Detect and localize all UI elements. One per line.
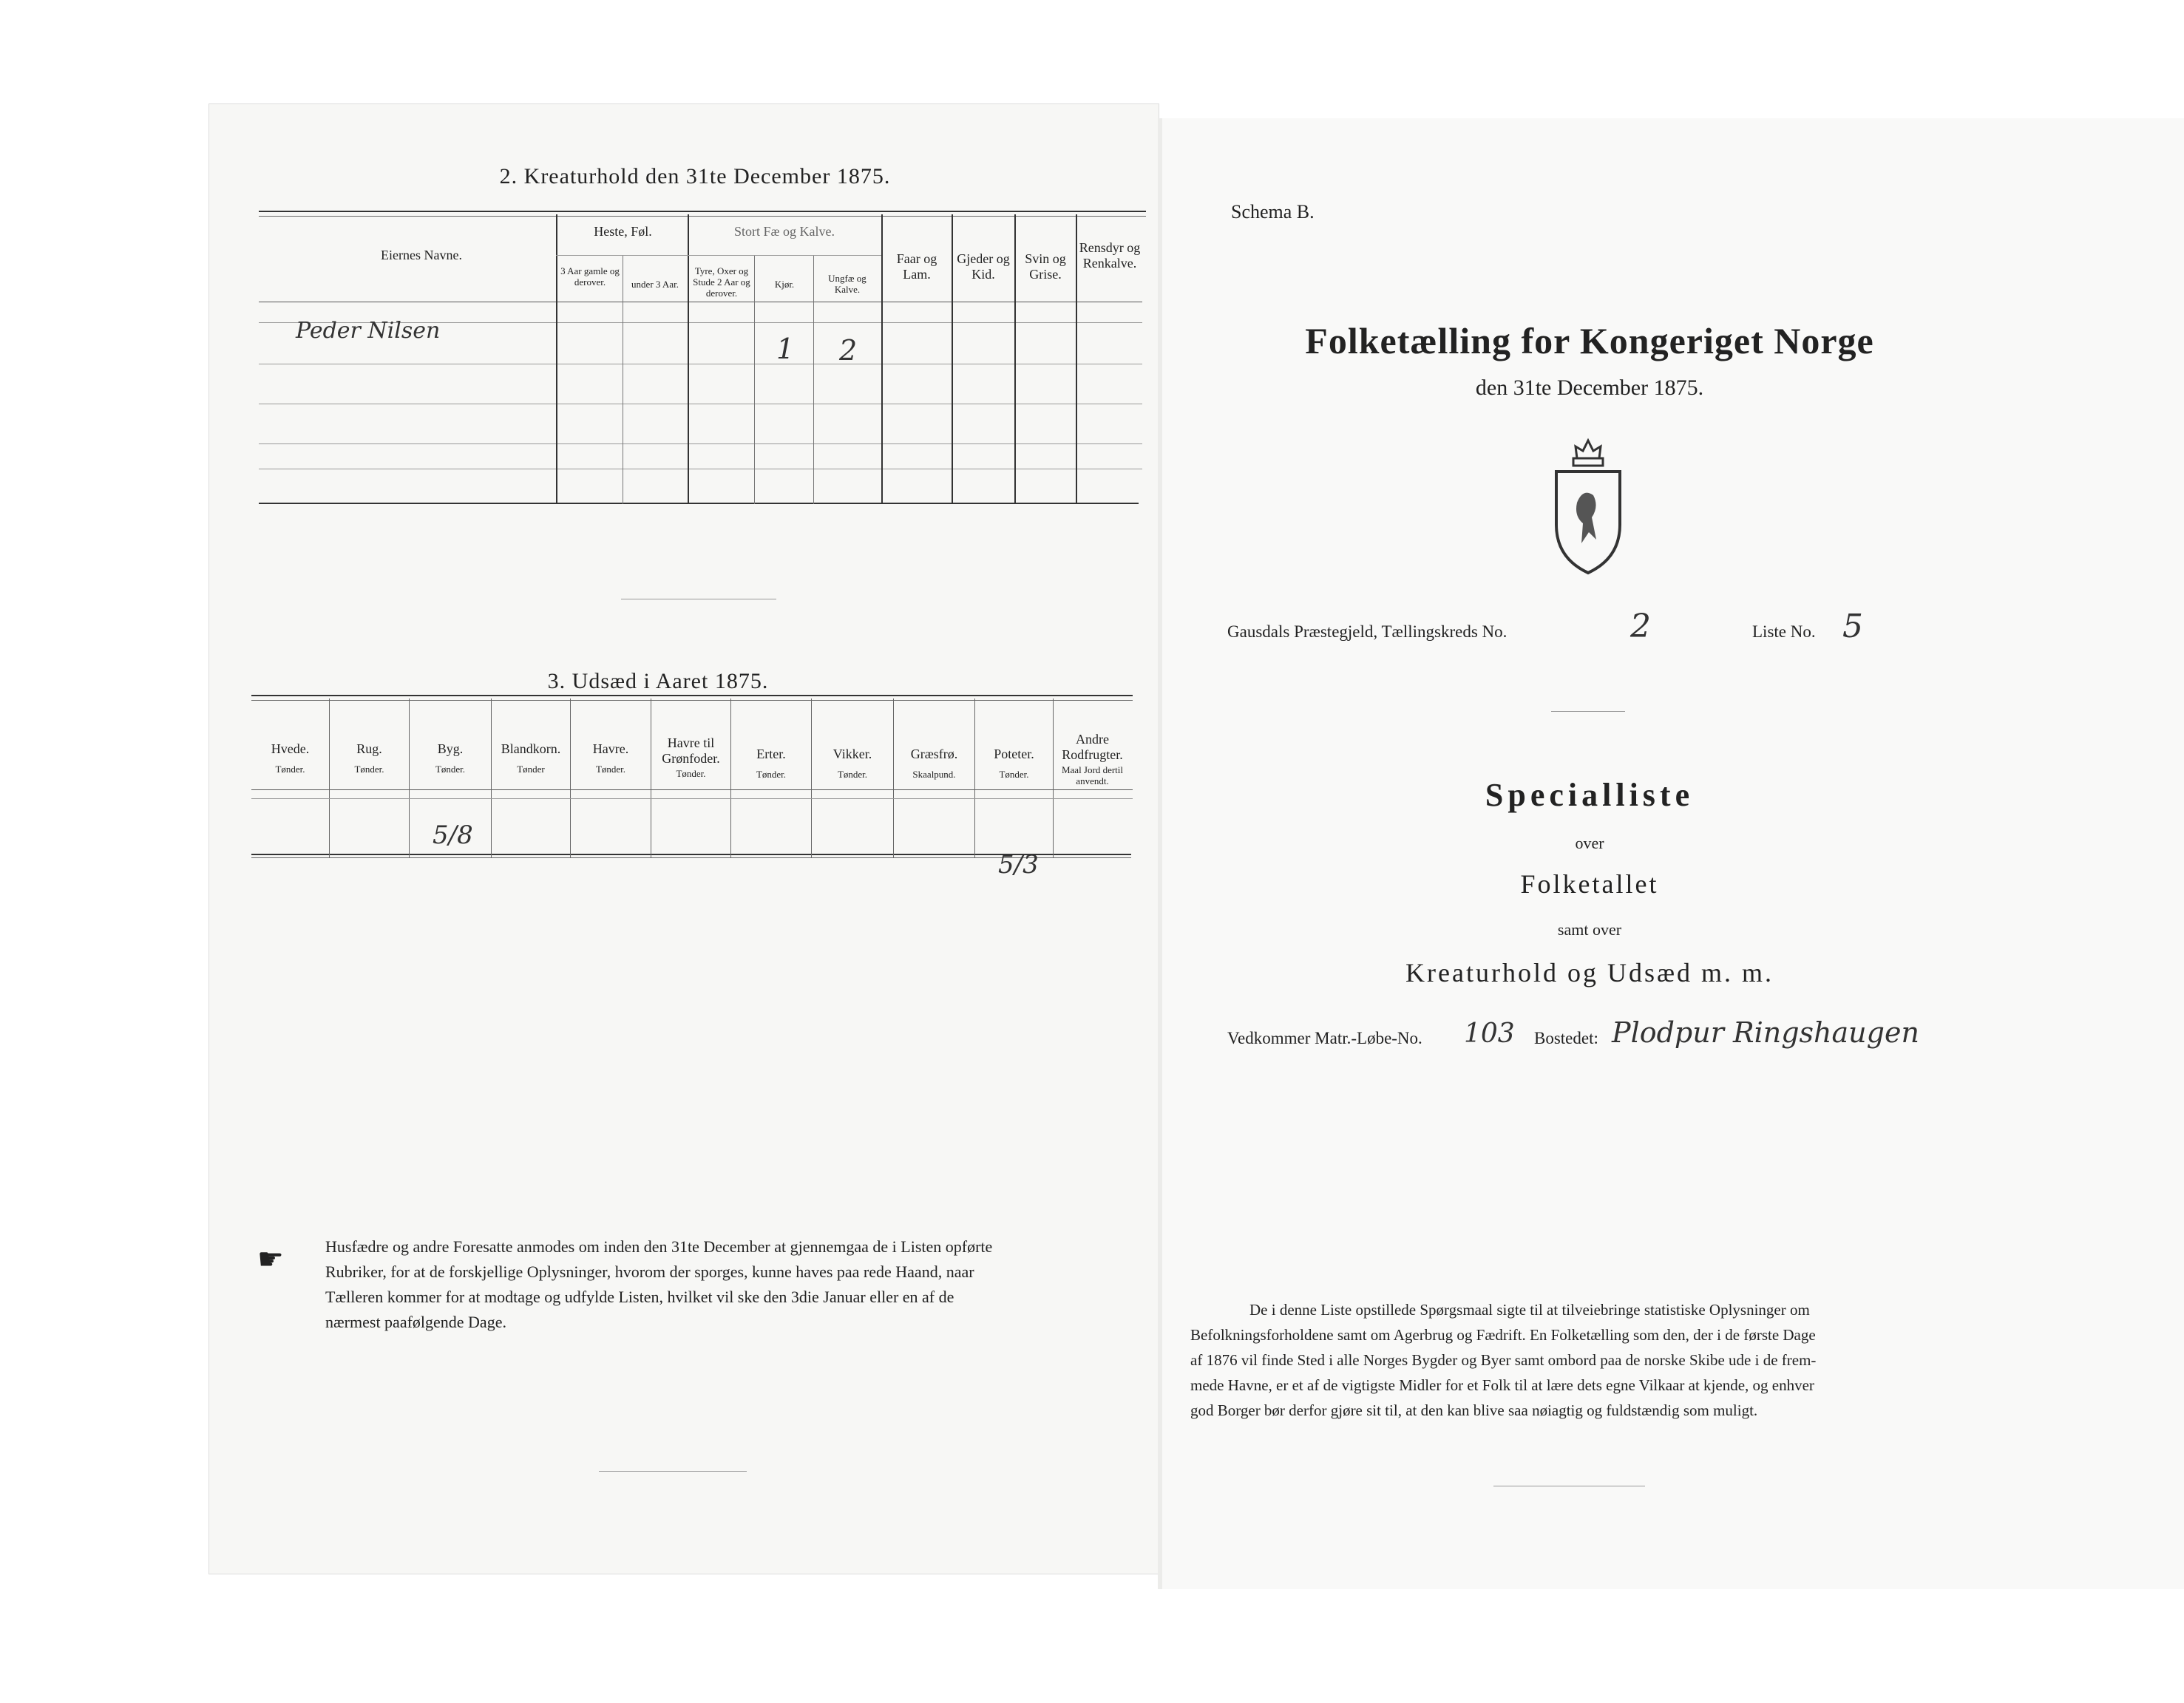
schema-label: Schema B. (1231, 201, 1315, 222)
seed-col-10: Andre Rodfrugter. Maal Jord dertil anvendt. (1061, 732, 1124, 787)
matr-label: Vedkommer Matr.-Løbe-No. (1227, 1029, 1422, 1047)
section2-title: 2. Kreaturhold den 31te December 1875. (499, 164, 891, 188)
cows-value: 1 (776, 333, 795, 365)
matr-value: 103 (1464, 1019, 1515, 1049)
purpose-paragraph: De i denne Liste opstillede Spørgsmaal sigte til at tilveiebringe statistiske Oplysninger om Befolkningsforholdene samt om Agerbrug og Fædrift. En Folketælling som den, der i de første Dage af 1876 vil finde Sted i alle Norges Bygder og Byer samt ombord paa de norske Skibe ude i de frem- mede Havne, er et af de vigtigste Midler for et Folk til at lære dets egne Vilkaar at kjende, og enhver god Borger bør derfor gjøre sit til, at den kan blive saa nøiagtig og fuldstændig som muligt. (1190, 1301, 1817, 1419)
liste-no-value: 5 (1842, 608, 1863, 645)
pointing-hand-icon: ☛ (257, 1243, 284, 1276)
col-owner: Eiernes Navne. (381, 248, 462, 262)
kreaturhold-label: Kreaturhold og Udsæd m. m. (1405, 958, 1774, 988)
poteter-value: 5/3 (998, 850, 1039, 880)
seed-col-8: Græsfrø. Skaalpund. (910, 747, 958, 780)
col-goats: Gjeder og Kid. (957, 251, 1010, 282)
young-cattle-value: 2 (839, 334, 858, 367)
samt-over-label: samt over (1557, 920, 1622, 939)
district-no-value: 2 (1630, 608, 1651, 645)
bosted-value: Plodpur Ringshaugen (1612, 1016, 1919, 1049)
liste-label: Liste No. (1752, 622, 1816, 641)
folketallet-label: Folketallet (1520, 869, 1659, 899)
col-cattle: Stort Fæ og Kalve. (733, 224, 835, 239)
col-cows: Kjør. (774, 279, 795, 290)
seed-col-5: Havre til Grønfoder. Tønder. (662, 735, 720, 780)
col-pigs: Svin og Grise. (1025, 251, 1066, 282)
col-horses-3yr: 3 Aar gamle og derover. (560, 265, 620, 288)
seed-col-0: Hvede. Tønder. (271, 741, 310, 775)
seed-col-4: Havre. Tønder. (592, 741, 629, 775)
owner-name: Peder Nilsen (296, 318, 441, 344)
seed-col-9: Poteter. Tønder. (994, 747, 1034, 780)
specialliste-title: Specialliste (1485, 777, 1695, 813)
census-date: den 31te December 1875. (1475, 375, 1704, 400)
seed-col-2: Byg. Tønder. (435, 741, 466, 775)
col-sheep: Faar og Lam. (896, 251, 937, 282)
col-bulls: Tyre, Oxer og Stude 2 Aar og derover. (693, 265, 750, 299)
parish-line: Gausdals Præstegjeld, Tællingskreds No. (1227, 622, 1508, 641)
seed-col-6: Erter. Tønder. (756, 747, 787, 780)
seed-col-1: Rug. Tønder. (354, 741, 384, 775)
col-reindeer: Rensdyr og Renkalve. (1079, 240, 1141, 271)
bosted-label: Bostedet: (1534, 1029, 1598, 1047)
seed-col-3: Blandkorn. Tønder (501, 741, 561, 775)
byg-value: 5/8 (433, 820, 473, 850)
section3-title: 3. Udsæd i Aaret 1875. (547, 669, 769, 693)
page-fold (1158, 118, 1162, 1589)
col-horses-under3: under 3 Aar. (631, 279, 679, 290)
coat-of-arms-icon (1547, 436, 1629, 577)
over-label: over (1575, 834, 1604, 852)
col-horses: Heste, Føl. (594, 224, 652, 239)
col-young-cattle: Ungfæ og Kalve. (828, 273, 867, 295)
seed-col-7: Vikker. Tønder. (832, 747, 872, 780)
main-title: Folketælling for Kongeriget Norge (1305, 320, 1874, 361)
notice-text: Husfædre og andre Foresatte anmodes om inden den 31te December at gjennemgaa de i Listen opførte Rubriker, for at de forskjellige Oplysninger, hvorom der sporges, kunne haves paa rede Haand, naar Tælleren kommer for at modtage og udfylde Listen, hvilket vil ske den 3die Januar eller en af de nærmest paafølgende Dage. (325, 1237, 993, 1331)
